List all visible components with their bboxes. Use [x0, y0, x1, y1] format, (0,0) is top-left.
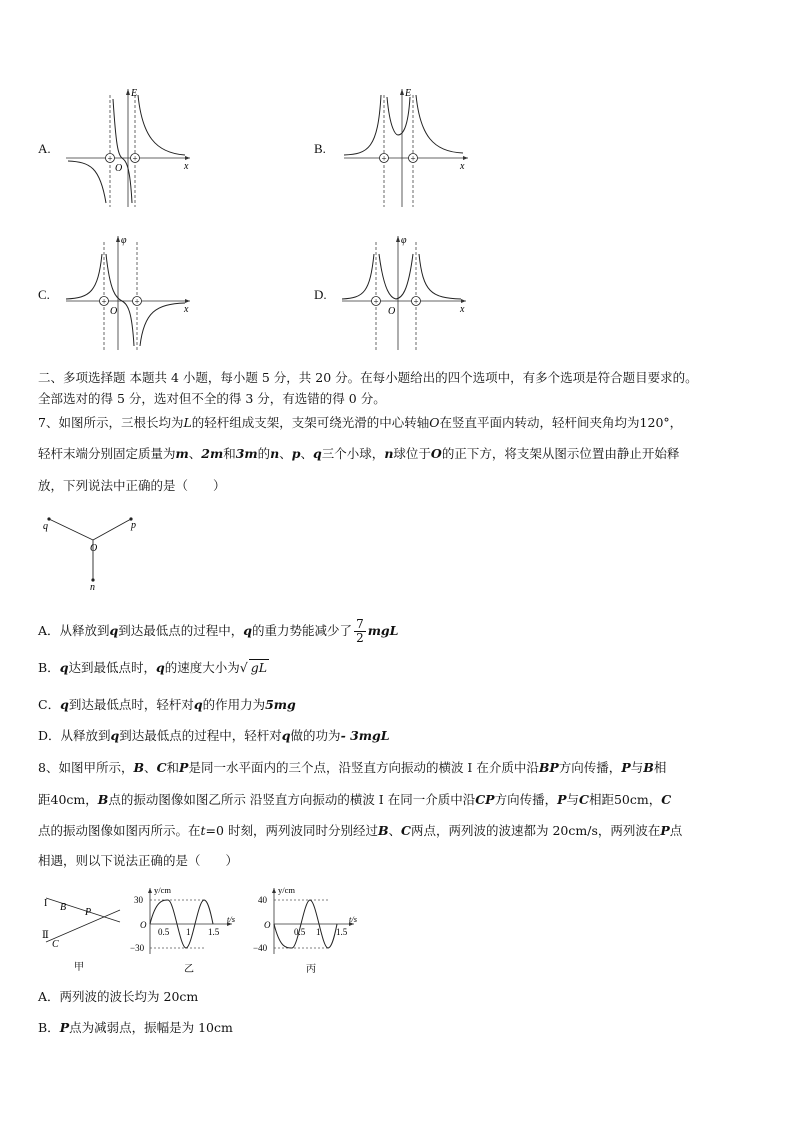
axis-y-label: E [131, 88, 138, 99]
ball-n-label: n [90, 582, 95, 590]
axis-y-label: E [405, 88, 412, 99]
axis-x-label: t/s [227, 914, 236, 924]
graph-b [338, 85, 473, 210]
point-p-label: P [85, 907, 92, 918]
q7-option-c: C．q到达最低点时，轻杆对q的作用力为5mg [38, 697, 296, 712]
wave-ii-label: Ⅱ [42, 930, 49, 941]
q7-line-3: 放，下列说法中正确的是（ ） [38, 478, 226, 493]
ball-q-label: q [43, 521, 48, 532]
q7-option-a: A．从释放到 q 到达最低点的过程中， q 的重力势能减少了 $\frac{7}{2}$ mgL [38, 616, 399, 645]
q8-figure-yi [128, 884, 246, 976]
graph-c [60, 232, 195, 352]
origin-label: O [264, 920, 271, 930]
y-top-tick: 30 [134, 895, 143, 905]
origin-label: O [388, 306, 396, 317]
svg-text:+: + [373, 296, 379, 307]
q8-option-a: A．两列波的波长均为 20cm [38, 989, 199, 1004]
axis-y-label: y/cm [154, 885, 171, 895]
option-label-b: B. [314, 141, 326, 156]
svg-text:+: + [381, 153, 387, 164]
y-top-tick: 40 [258, 895, 267, 905]
q7-line-1: 7、如图所示，三根长均为L的轻杆组成支架，支架可绕光滑的中心转轴O在竖直平面内转动，轻杆间夹角均为120°， [38, 415, 683, 430]
pivot-o-label: O [90, 543, 98, 554]
q7-line-2: 轻杆末端分别固定质量为m、2m和3m的n、p、q三个小球，n球位于O的正下方，将支架从图示位置由静止开始释 [38, 446, 680, 461]
origin-label: O [115, 163, 123, 174]
axis-x-label: x [460, 161, 465, 172]
svg-text:+: + [410, 153, 416, 164]
q8-line-4: 相遇，则以下说法正确的是（ ） [38, 853, 239, 868]
axis-y-label: y/cm [278, 885, 295, 895]
axis-y-label: φ [401, 235, 407, 246]
axis-x-label: x [184, 161, 189, 172]
axis-y-label: φ [121, 235, 127, 246]
wave-i-label: I [44, 898, 48, 909]
axis-x-label: x [460, 304, 465, 315]
section-2-line-2: 全部选对的得 5 分，选对但不全的得 3 分，有选错的得 0 分。 [38, 391, 386, 406]
q8-line-3: 点的振动图像如图丙所示。在t=0 时刻，两列波同时分别经过B、C两点，两列波的波速都为 20cm/s，两列波在P点 [38, 823, 683, 838]
caption-yi: 乙 [184, 964, 194, 975]
q8-figure-jia [38, 884, 128, 974]
x-tick-2: 1 [316, 927, 321, 937]
option-label-d: D. [314, 287, 327, 302]
origin-label: O [140, 920, 147, 930]
axis-x-label: t/s [349, 914, 358, 924]
q8-line-2: 距40cm，B点的振动图像如图乙所示 沿竖直方向振动的横波 I 在同一介质中沿CP方向传播，P与C相距50cm，C [38, 792, 672, 807]
q7-option-b: B．q达到最低点时，q的速度大小为√ gL [38, 660, 267, 675]
q8-figure-bing [250, 884, 368, 976]
origin-label: O [110, 306, 118, 317]
x-tick-1: 0.5 [294, 927, 306, 937]
svg-text:+: + [134, 296, 140, 307]
option-label-c: C. [38, 287, 50, 302]
y-bottom-tick: −30 [130, 943, 145, 953]
ball-p-label: p [131, 520, 136, 531]
x-tick-2: 1 [186, 927, 191, 937]
svg-text:+: + [107, 153, 113, 164]
q7-option-d: D．从释放到q到达最低点的过程中，轻杆对q做的功为- 3mgL [38, 728, 390, 743]
svg-text:+: + [413, 296, 419, 307]
graph-d [336, 232, 471, 352]
point-b-label: B [60, 902, 67, 913]
x-tick-3: 1.5 [336, 927, 348, 937]
x-tick-3: 1.5 [208, 927, 220, 937]
axis-x-label: x [184, 304, 189, 315]
svg-text:+: + [132, 153, 138, 164]
graph-a [60, 85, 195, 210]
x-tick-1: 0.5 [158, 927, 170, 937]
svg-text:+: + [101, 296, 107, 307]
q7-figure [38, 508, 148, 590]
q8-option-b: B．P点为减弱点，振幅是为 10cm [38, 1020, 233, 1035]
caption-bing: 丙 [306, 964, 316, 975]
caption-jia: 甲 [74, 962, 84, 973]
option-label-a: A. [38, 141, 51, 156]
point-c-label: C [52, 939, 59, 950]
y-bottom-tick: −40 [253, 943, 268, 953]
section-2-line-1: 二、多项选择题 本题共 4 小题，每小题 5 分，共 20 分。在每小题给出的四个选项中，有多个选项是符合题目要求的。 [38, 370, 698, 385]
q8-line-1: 8、如图甲所示，B、C和P是同一水平面内的三个点，沿竖直方向振动的横波 I 在介质中沿BP方向传播，P与B相 [38, 760, 667, 775]
